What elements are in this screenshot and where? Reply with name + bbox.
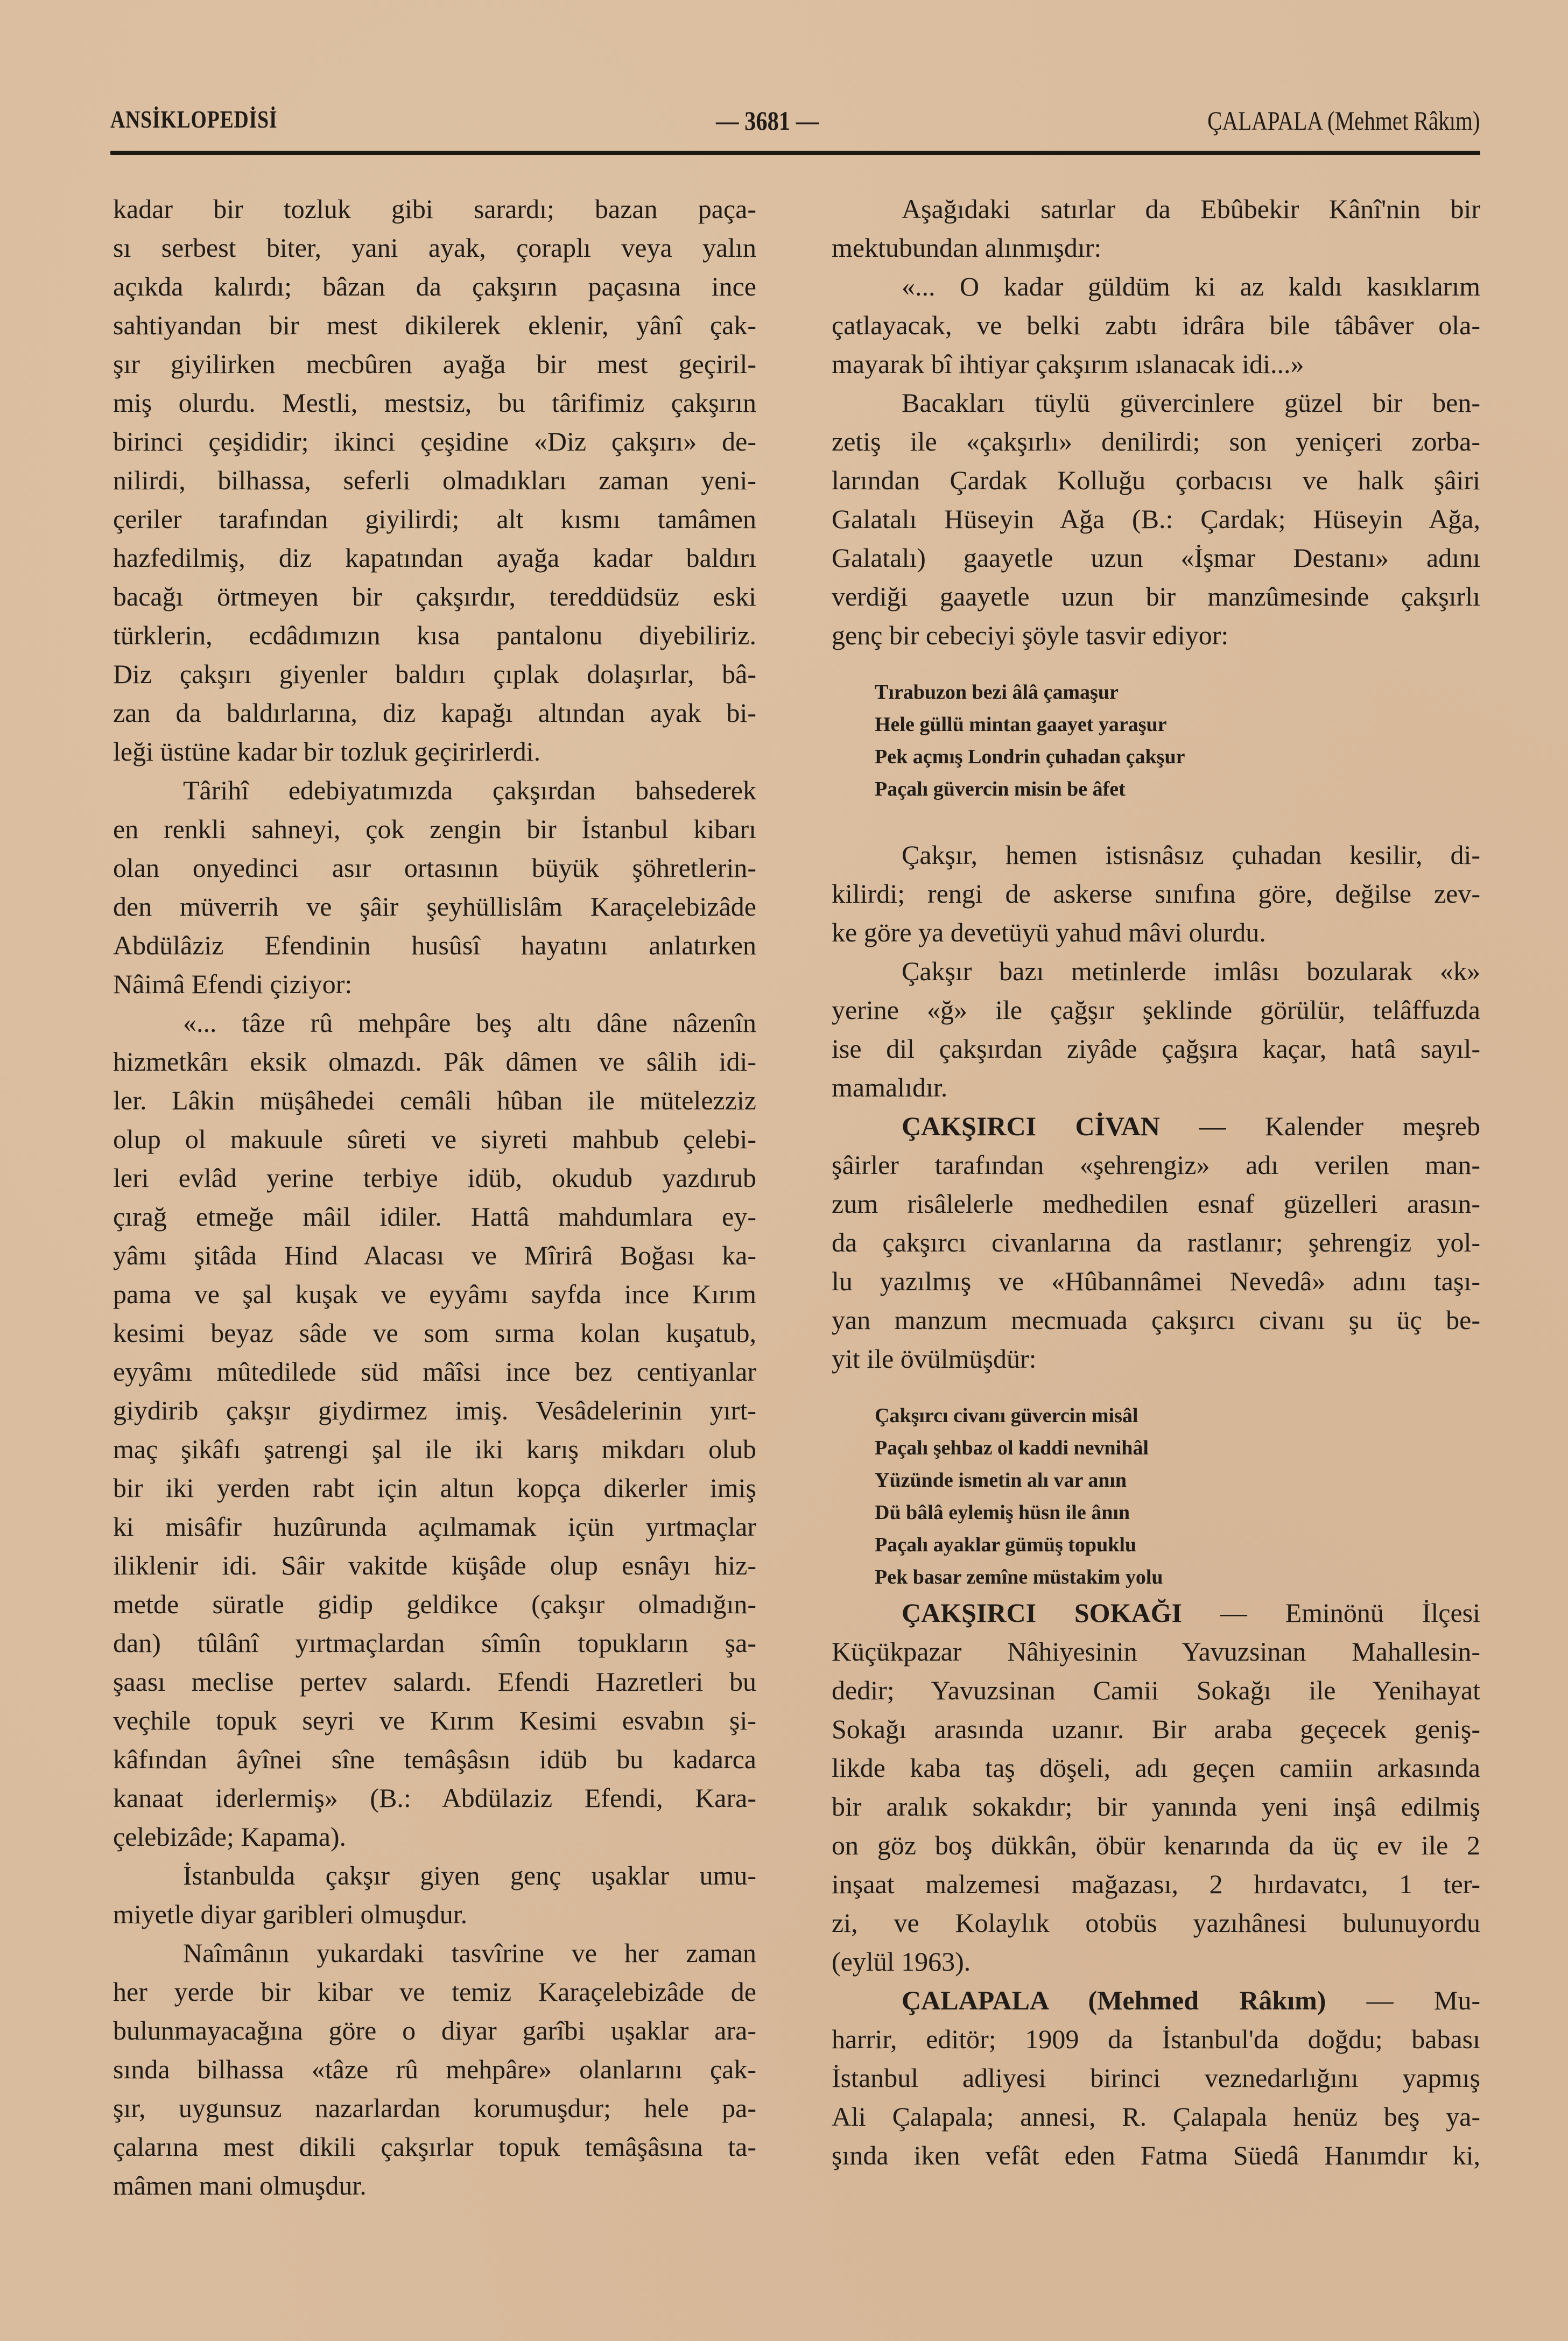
paragraph-imla bbox=[832, 952, 1480, 1107]
text-line: zetiş ile «çakşırlı» denilirdi; son yeniçeri zorba- bbox=[832, 426, 1480, 456]
text-line: Aşağıdaki satırlar da Ebûbekir Kânî'nin bir bbox=[902, 194, 1480, 224]
text-line: Bacakları tüylü güvercinlere güzel bir ben- bbox=[902, 388, 1480, 418]
entry-caksirci-sokagi bbox=[832, 1593, 1480, 1981]
text-line: Ali Çalapala; annesi, R. Çalapala henüz beş ya- bbox=[832, 2101, 1480, 2132]
paragraph-istanbul-usaklar bbox=[113, 1856, 756, 1934]
text-line: hazfedilmiş, diz kapatından ayağa kadar baldırı bbox=[113, 543, 756, 573]
verse-line: Çakşırcı civanı güvercin misâl bbox=[875, 1404, 1138, 1427]
text-line: yan manzum mecmuada çakşırcı civanı şu üç be- bbox=[832, 1305, 1480, 1335]
text-line: harrir, editör; 1909 da İstanbul'da doğdu; babası bbox=[832, 2024, 1480, 2054]
text-line: Galatalı) gaayetle uzun «İşmar Destanı» adını bbox=[832, 543, 1480, 573]
page-number: — 3681 — bbox=[716, 106, 819, 136]
text-line: şır, uygunsuz nazarlardan korumuşdur; hele pa- bbox=[113, 2093, 756, 2123]
text-line: Abdülâziz Efendinin husûsî hayatını anlatırken bbox=[113, 930, 756, 960]
paragraph-naima-intro bbox=[113, 771, 756, 1003]
text-line: dan) tûlânî yırtmaçlardan sîmîn topukların şa- bbox=[113, 1628, 756, 1658]
text-line: on göz boş dükkân, öbür kenarında da üç ev ile 2 bbox=[832, 1830, 1480, 1860]
verse-line: Paçalı şehbaz ol kaddi nevnihâl bbox=[875, 1437, 1149, 1459]
header-encyclopedia-title: ANSİKLOPEDİSİ bbox=[110, 106, 278, 133]
text-line: açıkda kalırdı; bâzan da çakşırın paçasına ince bbox=[113, 271, 756, 301]
text-line: kesimi beyaz sâde ve som sırma kolan kuşatub, bbox=[113, 1318, 756, 1348]
verse-hubannamei-neveda bbox=[832, 1400, 1480, 1593]
text-line: eyyâmı mûtedilede süd mâîsi ince bez centiyanlar bbox=[113, 1356, 756, 1387]
text-line: metde süratle gidip geldikce (çakşır olmadığın- bbox=[113, 1589, 756, 1619]
text-line: zum risâlelerle medhedilen esnaf güzelleri arasın- bbox=[832, 1189, 1480, 1219]
text-line: sında bilhassa «tâze rû mehpâre» olanlarını çak- bbox=[113, 2054, 756, 2084]
paragraph-cuha bbox=[832, 835, 1480, 952]
header-entry-range: ÇALAPALA (Mehmet Râkım) bbox=[1207, 106, 1480, 136]
text-line: sahtiyandan bir mest dikilerek eklenir, yânî çak- bbox=[113, 310, 756, 340]
text-line: veçhile topuk seyri ve Kırım Kesimi esvabın şi- bbox=[113, 1705, 756, 1735]
entry-caksirci-civan bbox=[832, 1107, 1480, 1378]
text-line: (eylül 1963). bbox=[832, 1946, 971, 1977]
text-line: giydirib çakşır giydirmez imiş. Vesâdelerinin yırt- bbox=[113, 1395, 756, 1425]
text-line: en renkli sahneyi, çok zengin bir İstanbul kibarı bbox=[113, 814, 756, 844]
text-line: Çakşır bazı metinlerde imlâsı bozularak «k» bbox=[902, 956, 1480, 986]
text-line: likde kaba taş döşeli, adı geçen camiin arkasında bbox=[832, 1753, 1480, 1783]
text-line: da çakşırcı civanlarına da rastlanır; şehrengiz yol- bbox=[832, 1227, 1480, 1257]
text-line: çelebizâde; Kapama). bbox=[113, 1822, 347, 1852]
text-line: larından Çardak Kolluğu çorbacısı ve halk şâiri bbox=[832, 465, 1480, 495]
text-line: kilirdi; rengi de askerse sınıfına göre, değilse zev- bbox=[832, 878, 1480, 909]
text-line: bir iki yerden rabt için altun kopça dikerler imiş bbox=[113, 1473, 756, 1503]
text-line: ler. Lâkin müşâhedei cemâli hûban ile mütelezziz bbox=[113, 1085, 756, 1115]
text-line: genç bir cebeciyi şöyle tasvir ediyor: bbox=[832, 620, 1229, 650]
spacer bbox=[832, 805, 1480, 835]
text-line: zi, ve Kolaylık otobüs yazıhânesi bulunuyordu bbox=[832, 1908, 1480, 1938]
left-column bbox=[113, 189, 756, 2205]
text-line: şır giyilirken mecbûren ayağa bir mest geçiril- bbox=[113, 349, 756, 379]
text-line: «... tâze rû mehpâre beş altı dâne nâzenîn bbox=[183, 1008, 756, 1038]
text-line: ke göre ya devetüyü yahud mâvi olurdu. bbox=[832, 917, 1266, 947]
paragraph-ebubekir-kani bbox=[832, 189, 1480, 267]
verse-line: Paçalı ayaklar gümüş topuklu bbox=[875, 1534, 1137, 1556]
paragraph-naima-quote bbox=[113, 1003, 756, 1856]
text-line: her yerde bir kibar ve temiz Karaçelebizâde de bbox=[113, 1977, 756, 2007]
verse-line: Yüzünde ismetin alı var anın bbox=[875, 1469, 1127, 1492]
entry-first-line bbox=[832, 1107, 1480, 1145]
text-line: Diz çakşırı giyenler baldırı çıplak dolaşırlar, bâ- bbox=[113, 659, 756, 689]
text-line: verdiği gaayetle uzun bir manzûmesinde çakşırlı bbox=[832, 581, 1480, 611]
text-line: Küçükpazar Nâhiyesinin Yavuzsinan Mahallesin- bbox=[832, 1636, 1480, 1667]
text-line: leri evlâd yerine terbiye idüb, okudub yazdırub bbox=[113, 1163, 756, 1193]
paragraph-guvercin bbox=[832, 383, 1480, 655]
text-line: yerine «ğ» ile çağşır şeklinde görülür, telâffuzda bbox=[832, 995, 1480, 1025]
verse-line: Paçalı güvercin misin be âfet bbox=[875, 778, 1126, 800]
text-line: İstanbul adliyesi birinci veznedarlığını yapmış bbox=[832, 2063, 1480, 2093]
verse-ismar-destani bbox=[832, 676, 1480, 805]
entry-lead: — Kalender meşreb bbox=[1199, 1111, 1480, 1141]
text-line: dedir; Yavuzsinan Camii Sokağı ile Yenihayat bbox=[832, 1675, 1480, 1705]
text-line: miş olurdu. Mestli, mestsiz, bu târifimiz çakşırın bbox=[113, 388, 756, 418]
paragraph-naima-conclusion bbox=[113, 1934, 756, 2205]
text-line: zan da baldırlarına, diz kapağı altından ayak bi- bbox=[113, 698, 756, 728]
paragraph-diz-caksiri bbox=[113, 189, 756, 771]
paragraph-kani-quote bbox=[832, 267, 1480, 383]
text-line: mektubundan alınmışdır: bbox=[832, 233, 1102, 263]
text-line: şında iken vefât eden Fatma Süedâ Hanımdır ki, bbox=[832, 2140, 1480, 2170]
text-line: leği üstüne kadar bir tozluk geçirirlerdi. bbox=[113, 736, 541, 767]
text-line: maç şikâfı şatrengi şal ile iki karış mikdarı olub bbox=[113, 1434, 756, 1464]
text-line: yit ile övülmüşdür: bbox=[832, 1344, 1037, 1374]
text-line: inşaat malzemesi mağazası, 2 hırdavatcı, 1 ter- bbox=[832, 1869, 1480, 1899]
verse-line: Tırabuzon bezi âlâ çamaşur bbox=[875, 681, 1119, 704]
text-line: miyetle diyar garibleri olmuşdur. bbox=[113, 1899, 468, 1929]
text-line: çeriler tarafından giyilirdi; alt kısmı tamâmen bbox=[113, 504, 756, 534]
verse-line: Dü bâlâ eylemiş hüsn ile ânın bbox=[875, 1501, 1130, 1524]
text-line: kanaat iderlermiş» (B.: Abdülaziz Efendi, Kara- bbox=[113, 1783, 756, 1813]
entry-first-line bbox=[832, 1981, 1480, 2020]
header-rule bbox=[110, 151, 1480, 155]
entry-title: ÇAKŞIRCI SOKAĞI bbox=[902, 1598, 1182, 1628]
text-line: şâirler tarafından «şehrengiz» adı verilen man- bbox=[832, 1150, 1480, 1180]
text-line: şaası meclise pertev salardı. Efendi Hazretleri bu bbox=[113, 1667, 756, 1697]
text-line: «... O kadar güldüm ki az kaldı kasıklarım bbox=[902, 271, 1480, 301]
entry-title: ÇAKŞIRCI CİVAN bbox=[902, 1111, 1160, 1141]
text-line: kâfından âyînei sîne temâşâsın idüb bu kadarca bbox=[113, 1744, 756, 1774]
text-line: olan onyedinci asır ortasının büyük şöhretlerin- bbox=[113, 853, 756, 883]
spacer bbox=[832, 655, 1480, 676]
entry-lead: — Mu- bbox=[1366, 1985, 1481, 2015]
text-line: olup ol makuule sûreti ve siyreti mahbub çelebi- bbox=[113, 1124, 756, 1154]
text-line: mamalıdır. bbox=[832, 1072, 948, 1102]
text-line: birinci çeşididir; ikinci çeşidine «Diz çakşırı» de- bbox=[113, 426, 756, 456]
verse-line: Pek basar zemîne müstakim yolu bbox=[875, 1566, 1163, 1588]
text-line: hizmetkârı eksik olmazdı. Pâk dâmen ve sâlih idi- bbox=[113, 1046, 756, 1077]
text-line: lu yazılmış ve «Hûbannâmei Nevedâ» adını taşı- bbox=[832, 1266, 1480, 1296]
text-line: İstanbulda çakşır giyen genç uşaklar umu- bbox=[183, 1860, 756, 1890]
entry-lead: — Eminönü İlçesi bbox=[1220, 1598, 1480, 1628]
text-line: Nâimâ Efendi çiziyor: bbox=[113, 969, 353, 999]
entry-calapala bbox=[832, 1981, 1480, 2175]
running-header bbox=[110, 105, 1480, 143]
text-line: mayarak bî ihtiyar çakşırım ıslanacak idi...» bbox=[832, 349, 1304, 379]
text-line: Târihî edebiyatımızda çakşırdan bahsederek bbox=[183, 775, 756, 805]
text-line: yâmı şitâda Hind Alacası ve Mîrirâ Boğası ka- bbox=[113, 1240, 756, 1270]
text-line: bir aralık sokakdır; bir yanında yeni inşâ edilmiş bbox=[832, 1791, 1480, 1822]
text-line: çalarına mest dikili çakşırlar topuk temâşâsına ta- bbox=[113, 2132, 756, 2162]
text-line: pama ve şal kuşak ve eyyâmı sayfda ince Kırım bbox=[113, 1279, 756, 1309]
text-line: sı serbest biter, yani ayak, çoraplı veya yalın bbox=[113, 233, 756, 263]
verse-line: Pek açmış Londrin çuhadan çakşur bbox=[875, 746, 1185, 768]
right-column bbox=[832, 189, 1480, 2175]
text-line: çırağ etmeğe mâil idiler. Hattâ mahdumlara ey- bbox=[113, 1201, 756, 1232]
text-line: Galatalı Hüseyin Ağa (B.: Çardak; Hüseyin Ağa, bbox=[832, 504, 1480, 534]
text-line: nilirdi, bilhassa, seferli olmadıkları zaman yeni- bbox=[113, 465, 756, 495]
text-line: Naîmânın yukardaki tasvîrine ve her zaman bbox=[183, 1938, 756, 1968]
text-line: ki misâfir huzûrunda açılmamak içün yırtmaçlar bbox=[113, 1512, 756, 1542]
text-line: kadar bir tozluk gibi sarardı; bazan paça- bbox=[113, 194, 756, 224]
verse-line: Hele güllü mintan gaayet yaraşur bbox=[875, 713, 1167, 736]
text-line: türklerin, ecdâdımızın kısa pantalonu diyebiliriz. bbox=[113, 620, 756, 650]
text-line: Sokağı arasında uzanır. Bir araba geçecek geniş- bbox=[832, 1714, 1480, 1744]
text-line: Çakşır, hemen istisnâsız çuhadan kesilir, di- bbox=[902, 840, 1480, 870]
text-line: ise dil çakşırdan ziyâde çağşıra kaçar, hatâ sayıl- bbox=[832, 1034, 1480, 1064]
text-line: mâmen mani olmuşdur. bbox=[113, 2170, 367, 2201]
text-line: bacağı örtmeyen bir çakşırdır, tereddüdsüz eski bbox=[113, 581, 756, 611]
entry-title: ÇALAPALA (Mehmed Râkım) bbox=[902, 1985, 1326, 2015]
text-line: çatlayacak, ve belki zabtı idrâra bile tâbâver ola- bbox=[832, 310, 1480, 340]
text-line: den müverrih ve şâir şeyhüllislâm Karaçelebizâde bbox=[113, 891, 756, 922]
text-line: bulunmayacağına göre o diyar garîbi uşaklar ara- bbox=[113, 2015, 756, 2045]
entry-first-line bbox=[832, 1593, 1480, 1632]
text-line: iliklenir idi. Sâir vakitde küşâde olup esnâyı hiz- bbox=[113, 1550, 756, 1580]
spacer bbox=[832, 1378, 1480, 1400]
